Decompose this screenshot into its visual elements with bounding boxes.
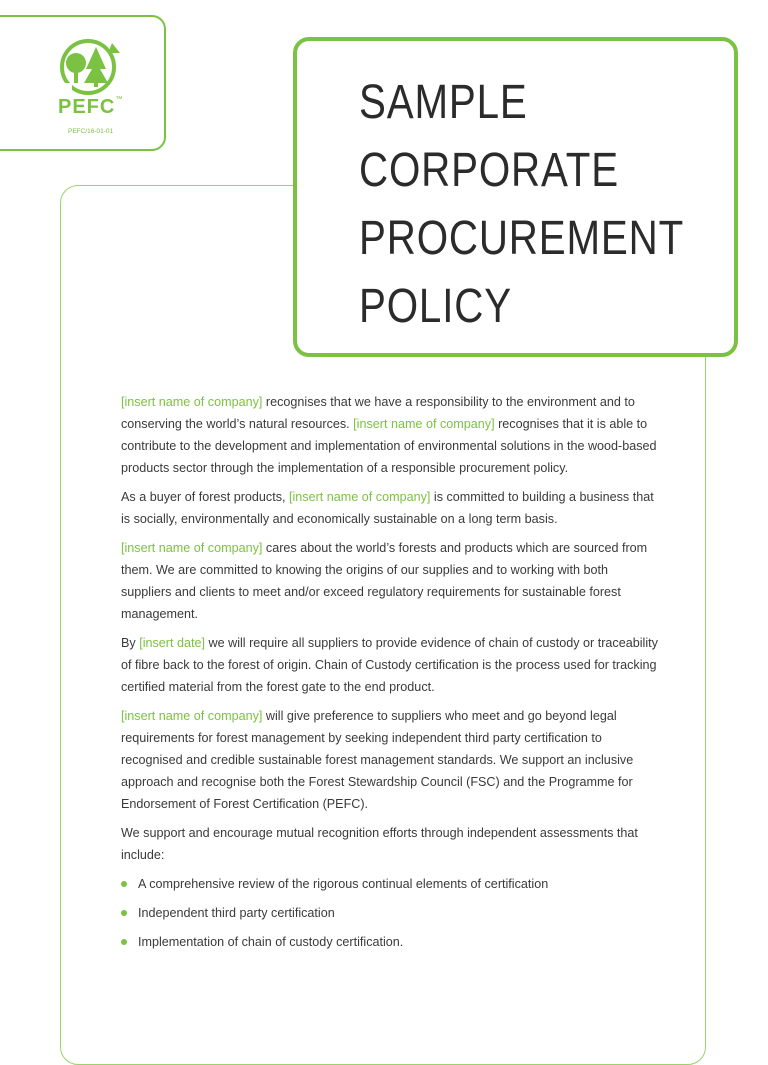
paragraph-2 [121,486,661,530]
paragraph-6: We support and encourage mutual recognition efforts through independent assessments that include: [121,826,638,862]
placeholder-company: [insert name of company] [121,541,263,555]
title-line: PROCUREMENT [359,212,685,265]
bullet-list [121,873,661,953]
placeholder-company: [insert name of company] [289,490,431,504]
bullet-item: Implementation of chain of custody certification. [121,931,661,953]
paragraph-text: recognises that we have a responsibility to the environment and to conserving the world’s natural resources. [121,395,635,431]
logo-code: PEFC/16-01-01 [68,128,114,135]
placeholder-company: [insert name of company] [121,709,263,723]
paragraph-5 [121,705,661,815]
title-line: POLICY [359,280,512,333]
paragraph-text: we will require all suppliers to provide evidence of chain of custody or traceability of fibre back to the forest of origin. Chain of Custody certification is the process used for tracking certified material from the forest gate to the end product. [121,636,658,694]
pefc-trees-logo-icon [60,39,120,95]
paragraph-text: By [121,636,140,650]
placeholder-company: [insert name of company] [353,417,495,431]
bullet-item: Independent third party certification [121,902,661,924]
paragraph-3 [121,537,661,625]
placeholder-date: [insert date] [139,636,206,650]
paragraph-text: cares about the world’s forests and products which are sourced from them. We are committed to knowing the origins of our supplies and to working with both suppliers and clients to meet and/or exceed regulatory requirements for sustainable forest management. [121,541,648,621]
paragraph-text: is committed to building a business that is socially, environmentally and economically sustainable on a long term basis. [121,490,654,526]
paragraph-text: As a buyer of forest products, [121,490,289,504]
paragraph-text: will give preference to suppliers who meet and go beyond legal requirements for forest management by seeking independent third party certification to recognised and credible sustainable forest management standards. We support an inclusive approach and recognise both the Forest Stewardship Council (FSC) and the Programme for Endorsement of Forest Certification (PEFC). [121,709,634,811]
bullet-item: A comprehensive review of the rigorous continual elements of certification [121,873,661,895]
policy-body [121,391,661,960]
paragraph-1 [121,391,661,479]
paragraph-4 [121,632,661,698]
page-title [359,69,684,341]
title-line: SAMPLE [359,76,528,129]
title-line: CORPORATE [359,144,619,197]
placeholder-company: [insert name of company] [121,395,263,409]
paragraph-text: recognises that it is able to contribute to the development and implementation of environmental solutions in the wood-based products sector through the implementation of a responsible procurement policy. [121,417,657,475]
title-box [293,37,738,357]
logo-wordmark: PEFC™ [58,96,123,118]
logo-box [0,15,166,151]
